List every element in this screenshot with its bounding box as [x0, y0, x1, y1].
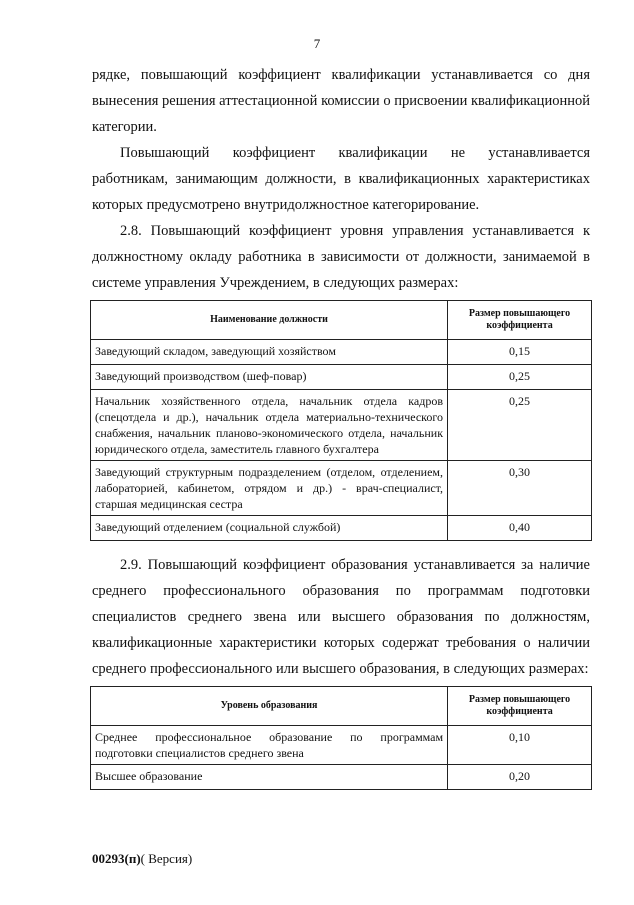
table-row — [91, 516, 592, 541]
intro-text — [92, 62, 590, 296]
paragraph-continuation: рядке, повышающий коэффициент квалификации устанавливается со дня вынесения решения аттестационной комиссии о присвоении квалификационной категории. — [92, 67, 590, 135]
document-version: ( Версия) — [140, 851, 193, 866]
coefficient-value: 0,40 — [448, 516, 592, 541]
coefficient-value: 0,20 — [448, 765, 592, 790]
table-row — [91, 461, 592, 516]
header-coefficient: Размер повышающего коэффициента — [448, 687, 592, 726]
table-row — [91, 390, 592, 461]
coefficient-value: 0,30 — [448, 461, 592, 516]
position-name: Заведующий отделением (социальной службой) — [91, 516, 448, 541]
paragraph-2-8: 2.8. Повышающий коэффициент уровня управления устанавливается к должностному окладу работника в зависимости от должности, занимаемой в системе управления Учреждением, в следующих размерах: — [92, 223, 590, 291]
education-level-name: Высшее образование — [91, 765, 448, 790]
education-level-table — [90, 686, 592, 790]
position-name: Заведующий складом, заведующий хозяйством — [91, 340, 448, 365]
header-coefficient: Размер повышающего коэффициента — [448, 301, 592, 340]
paragraph-2-9-block — [92, 552, 590, 682]
header-education-level: Уровень образования — [91, 687, 448, 726]
table-row — [91, 340, 592, 365]
education-level-name: Среднее профессиональное образование по программам подготовки специалистов среднего звена — [91, 726, 448, 765]
paragraph-2-9: 2.9. Повышающий коэффициент образования устанавливается за наличие среднего профессионального образования по программам подготовки специалистов среднего звена или высшего образования по должностям, квалификационные характеристики которых содержат требования о наличии среднего профессионального или высшего образования, в следующих размерах: — [92, 557, 590, 677]
table-row — [91, 765, 592, 790]
document-code: 00293(п) — [92, 851, 141, 866]
header-position-name: Наименование должности — [91, 301, 448, 340]
position-name: Начальник хозяйственного отдела, начальник отдела кадров (спецотдела и др.), начальник отдела материально-технического снабжения, начальник планово-экономического отдела, начальник юридического отдела, заместитель главного бухгалтера — [91, 390, 448, 461]
table-row — [91, 726, 592, 765]
paragraph-qualification: Повышающий коэффициент квалификации не устанавливается работникам, занимающим должности, в квалификационных характеристиках которых предусмотрено внутридолжностное категорирование. — [92, 145, 590, 213]
coefficient-value: 0,10 — [448, 726, 592, 765]
coefficient-value: 0,25 — [448, 365, 592, 390]
table-header-row — [91, 687, 592, 726]
coefficient-value: 0,25 — [448, 390, 592, 461]
coefficient-value: 0,15 — [448, 340, 592, 365]
page-number: 7 — [313, 36, 321, 51]
table-row — [91, 365, 592, 390]
position-name: Заведующий структурным подразделением (отделом, отделением, лабораторией, кабинетом, отрядом и др.) - врач-специалист, старшая медицинская сестра — [91, 461, 448, 516]
document-footer — [92, 851, 192, 867]
table-header-row — [91, 301, 592, 340]
management-level-table — [90, 300, 592, 541]
position-name: Заведующий производством (шеф-повар) — [91, 365, 448, 390]
